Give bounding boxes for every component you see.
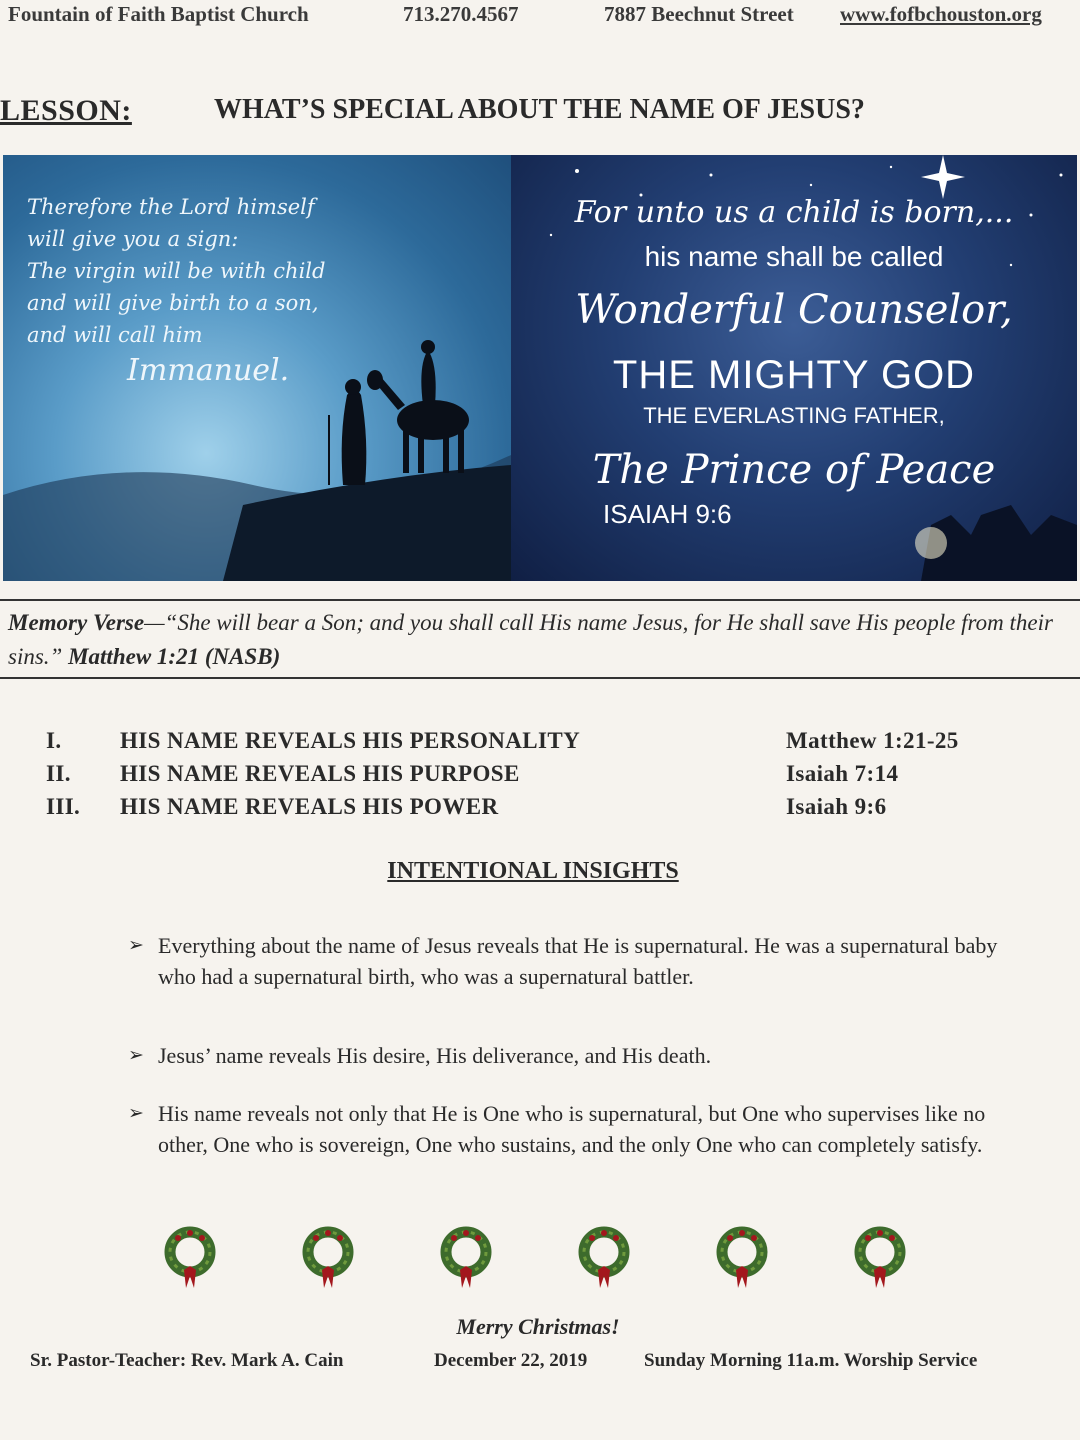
wreath-icon bbox=[850, 1226, 910, 1290]
verse-line: and will call him bbox=[27, 323, 203, 347]
wreath-icon bbox=[160, 1226, 220, 1290]
arrow-bullet-icon: ➢ bbox=[128, 1045, 144, 1066]
verse-line: The virgin will be with child bbox=[27, 259, 326, 283]
memory-verse bbox=[8, 606, 1076, 674]
banner-left-panel bbox=[3, 155, 511, 581]
outline-item bbox=[0, 728, 1080, 761]
verse-line: and will give birth to a son, bbox=[27, 291, 319, 315]
banner-right-panel bbox=[511, 155, 1077, 581]
church-name: Fountain of Faith Baptist Church bbox=[8, 2, 309, 26]
outline-number: III. bbox=[46, 794, 81, 819]
verse-line: The Prince of Peace bbox=[592, 447, 996, 493]
outline-reference: Matthew 1:21-25 bbox=[786, 728, 959, 753]
isaiah-9-6-verse bbox=[511, 195, 1077, 530]
memory-verse-text: “She will bear a Son; and you shall call His name Jesus, for He shall save His people from their sins.” bbox=[8, 610, 1053, 669]
wreath-icon bbox=[298, 1226, 358, 1290]
lesson-label: LESSON: bbox=[0, 94, 132, 127]
wreath-row bbox=[160, 1226, 920, 1294]
lesson-outline bbox=[0, 728, 1080, 827]
memory-verse-dash: — bbox=[144, 610, 165, 635]
insight-item bbox=[128, 930, 1028, 1040]
verse-reference: ISAIAH 9:6 bbox=[603, 499, 732, 529]
outline-number: II. bbox=[46, 761, 71, 786]
insight-text: Jesus’ name reveals His desire, His deliverance, and His death. bbox=[158, 1043, 712, 1068]
wreath-icon bbox=[712, 1226, 772, 1290]
service-date: December 22, 2019 bbox=[434, 1350, 588, 1371]
outline-point: HIS NAME REVEALS HIS PURPOSE bbox=[120, 761, 520, 786]
insights-list bbox=[128, 930, 1028, 1160]
church-address: 7887 Beechnut Street bbox=[604, 2, 794, 26]
verse-line: his name shall be called bbox=[644, 241, 944, 272]
lesson-title: WHAT’S SPECIAL ABOUT THE NAME OF JESUS? bbox=[214, 94, 865, 125]
insight-text: His name reveals not only that He is One who is supernatural, but One who supervises like no other, One who is sovereign, One who sustains, and the only One who can completely satisfy. bbox=[158, 1101, 986, 1157]
outline-point: HIS NAME REVEALS HIS POWER bbox=[120, 794, 499, 819]
insight-item bbox=[128, 1098, 1028, 1160]
lesson-heading bbox=[0, 94, 1080, 134]
church-phone: 713.270.4567 bbox=[403, 2, 519, 26]
verse-line: will give you a sign: bbox=[27, 227, 239, 251]
greeting: Merry Christmas! bbox=[456, 1314, 620, 1339]
outline-reference: Isaiah 7:14 bbox=[786, 761, 899, 786]
verse-line: Therefore the Lord himself bbox=[27, 195, 315, 219]
verse-line: THE EVERLASTING FATHER, bbox=[643, 403, 945, 428]
divider bbox=[0, 599, 1080, 601]
insights-title: INTENTIONAL INSIGHTS bbox=[387, 858, 679, 884]
outline-item bbox=[0, 794, 1080, 827]
insight-item bbox=[128, 1040, 1028, 1098]
church-website[interactable]: www.fofbchouston.org bbox=[840, 2, 1042, 26]
verse-line: For unto us a child is born,... bbox=[574, 195, 1014, 230]
verse-line: Wonderful Counselor, bbox=[575, 287, 1013, 333]
isaiah-7-14-verse bbox=[27, 191, 327, 387]
arrow-bullet-icon: ➢ bbox=[128, 935, 144, 956]
service-time: Sunday Morning 11a.m. Worship Service bbox=[644, 1350, 978, 1371]
scripture-banner bbox=[3, 155, 1077, 581]
outline-number: I. bbox=[46, 728, 62, 753]
immanuel-text: Immanuel. bbox=[127, 353, 290, 388]
page-footer bbox=[30, 1350, 1070, 1380]
divider bbox=[0, 677, 1080, 679]
wreath-icon bbox=[574, 1226, 634, 1290]
outline-reference: Isaiah 9:6 bbox=[786, 794, 887, 819]
arrow-bullet-icon: ➢ bbox=[128, 1103, 144, 1124]
page-header bbox=[8, 0, 1080, 30]
outline-point: HIS NAME REVEALS HIS PERSONALITY bbox=[120, 728, 581, 753]
pastor-name: Sr. Pastor-Teacher: Rev. Mark A. Cain bbox=[30, 1350, 344, 1371]
memory-verse-label: Memory Verse bbox=[8, 610, 145, 635]
wreath-icon bbox=[436, 1226, 496, 1290]
verse-line: THE MIGHTY GOD bbox=[612, 353, 976, 397]
outline-item bbox=[0, 761, 1080, 794]
insight-text: Everything about the name of Jesus reveals that He is supernatural. He was a supernatural baby who had a supernatural birth, who was a supernatural battler. bbox=[158, 933, 998, 989]
memory-verse-reference: Matthew 1:21 (NASB) bbox=[68, 644, 281, 669]
